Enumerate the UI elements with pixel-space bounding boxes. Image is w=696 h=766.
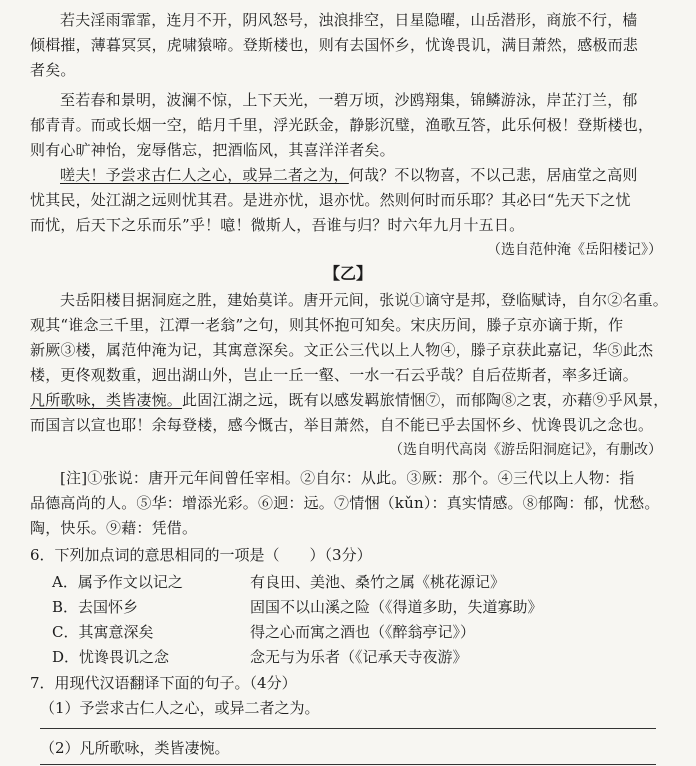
option-c-left: C．其寓意深矣 <box>52 623 154 641</box>
notes-line-3: 陶，快乐。⑨藉：凭借。 <box>30 519 198 537</box>
passage-a-line-4: 至若春和景明，波澜不惊，上下天光，一碧万顷，沙鸥翔集，锦鳞游泳，岸芷汀兰，郁 <box>60 91 638 109</box>
question-6-stem: 6．下列加点词的意思相同的一项是（ ）（3分） <box>30 546 372 564</box>
option-b-right: 固国不以山溪之险（《得道多助，失道寡助》 <box>250 598 543 616</box>
passage-a-source: （选自范仲淹《岳阳楼记》） <box>487 242 662 258</box>
passage-a-line-7 <box>30 165 682 185</box>
passage-a-line-2: 倾楫摧，薄暮冥冥，虎啸猿啼。登斯楼也，则有去国怀乡，忧谗畏讥，满目萧然，感极而悲 <box>30 36 639 54</box>
option-a-left: A．属予作文以记之 <box>52 573 183 591</box>
option-c-right: 得之心而寓之酒也（《醉翁亭记》） <box>250 623 476 641</box>
option-d-right: 念无与为乐者（《记承天寺夜游》 <box>250 648 468 666</box>
notes-line-1: [注]①张说：唐开元年间曾任宰相。②自尔：从此。③厥：那个。④三代以上人物：指 <box>60 469 635 487</box>
notes-line-2: 品德高尚的人。⑤华：增添光彩。⑥迥：远。⑦情悃（kǔn）：真实情感。⑧郁陶：郁，忧愁。 <box>30 494 660 512</box>
passage-b-heading: 【乙】 <box>323 264 372 283</box>
option-b-left: B．去国怀乡 <box>52 598 139 616</box>
passage-a-line-1: 若夫淫雨霏霏，连月不开，阴风怒号，浊浪排空，日星隐曜，山岳潜形，商旅不行，樯 <box>60 11 638 29</box>
passage-b-line-4: 楼，更佟观数重，迥出湖山外，岂止一丘一壑、一水一石云乎哉？自后莅斯者，率多迁谪。 <box>30 366 639 384</box>
passage-b-line-5-rest: 此固江湖之远，既有以感发羁旅情悃⑦，而郁陶⑧之衷，亦藉⑨乎风景， <box>182 391 669 409</box>
passage-b-line-2: 观其“谁念三千里，江潭一老翁”之句，则其怀抱可知矣。宋庆历间，滕子京亦谪于斯，作 <box>30 316 624 334</box>
passage-a-line-7-rest: 何哉？不以物喜，不以己悲，居庙堂之高则 <box>348 166 638 184</box>
passage-b-source: （选自明代高岗《游岳阳洞庭记》，有删改） <box>389 442 662 458</box>
underlined-sentence-2: 凡所歌咏，类皆凄惋。 <box>30 391 183 409</box>
passage-a-line-9: 而忧，后天下之乐而乐”乎！噫！微斯人，吾谁与归？时六年九月十五日。 <box>30 216 525 234</box>
option-a-right: 有良田、美池、桑竹之属《桃花源记》 <box>250 573 506 591</box>
passage-a-line-6: 则有心旷神怡，宠辱偕忘，把酒临风，其喜洋洋者矣。 <box>30 141 395 159</box>
passage-a-line-8: 忧其民，处江湖之远则忧其君。是进亦忧，退亦忧。然则何时而乐耶？其必曰“先天下之忧 <box>30 191 631 209</box>
underlined-sentence-1: 嗟夫！予尝求古仁人之心，或异二者之为， <box>60 166 349 184</box>
passage-a-line-3: 者矣。 <box>30 61 76 79</box>
passage-b-line-3: 新厥③楼，属范仲淹为记，其寓意深矣。文正公三代以上人物④，滕子京获此嘉记，华⑤此杰 <box>30 341 654 359</box>
option-d-left: D．忧谗畏讥之念 <box>52 648 170 666</box>
question-7-stem: 7．用现代汉语翻译下面的句子。（4分） <box>30 674 297 692</box>
answer-line-1[interactable] <box>40 728 656 729</box>
passage-a-line-5: 郁青青。而或长烟一空，皓月千里，浮光跃金，静影沉璧，渔歌互答，此乐何极！登斯楼也， <box>30 116 654 134</box>
question-7-sub-1: （1）予尝求古仁人之心，或异二者之为。 <box>40 699 320 717</box>
answer-line-2[interactable] <box>40 764 656 765</box>
passage-b-line-1: 夫岳阳楼目据洞庭之胜，建始莫详。唐开元间，张说①谪守是邦，登临赋诗，自尔②名重。 <box>60 291 669 309</box>
passage-b-line-5 <box>30 390 682 410</box>
passage-b-line-6: 而国言以宣也耶！余每登楼，感今慨古，举目萧然，自不能已乎去国怀乡、忧谗畏讥之念也。 <box>30 416 654 434</box>
question-7-sub-2: （2）凡所歌咏，类皆凄惋。 <box>40 739 230 757</box>
